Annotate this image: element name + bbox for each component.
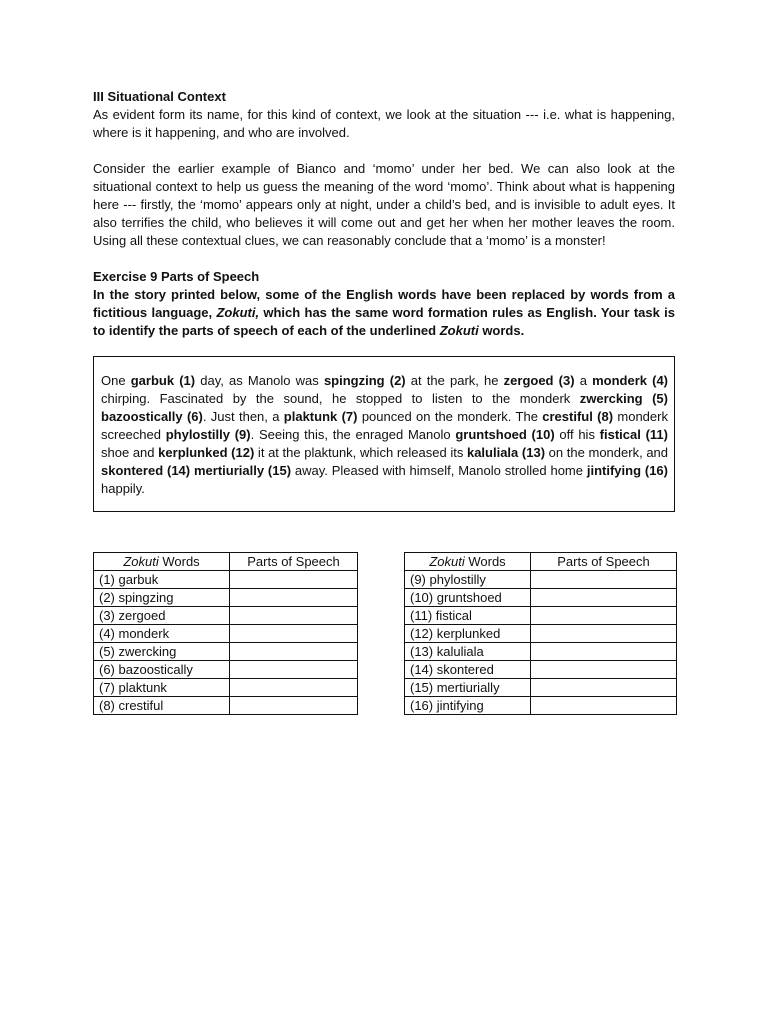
word-cell: (3) zergoed bbox=[94, 607, 230, 625]
answer-cell[interactable] bbox=[531, 571, 677, 589]
story-text: . Just then, a bbox=[202, 409, 284, 424]
table-row bbox=[405, 661, 677, 679]
story-text: on the monderk, and bbox=[545, 445, 669, 460]
word-cell: (1) garbuk bbox=[94, 571, 230, 589]
answer-cell[interactable] bbox=[531, 679, 677, 697]
table-row bbox=[405, 643, 677, 661]
zokuti-word: skontered (14) mertiurially (15) bbox=[101, 463, 292, 478]
section-heading: III Situational Context bbox=[93, 89, 226, 104]
answer-tables bbox=[93, 552, 677, 722]
table-row bbox=[405, 607, 677, 625]
table-row bbox=[94, 697, 358, 715]
instr-text: In the story printed below, some of the English words have been replaced by words from a fictitious language, bbox=[93, 287, 675, 320]
table-row bbox=[94, 661, 358, 679]
story-text: off his bbox=[554, 427, 600, 442]
instr-zokuti: Zokuti, bbox=[216, 305, 260, 320]
word-cell: (4) monderk bbox=[94, 625, 230, 643]
header-parts-of-speech: Parts of Speech bbox=[531, 553, 677, 571]
story-text: away. Pleased with himself, Manolo strolled home bbox=[291, 463, 587, 478]
section-paragraph-2: Consider the earlier example of Bianco and ‘momo’ under her bed. We can also look at the situational context to help us guess the meaning of the word ‘momo’. Think about what is happening here --- firstly, the ‘momo’ appears only at night, under a child’s bed, and is invisible to adult eyes. It also terrifies the child, who believes it will come out and get her when her mother leaves the room. Using all these contextual clues, we can reasonably conclude that a ‘momo’ is a monster! bbox=[93, 161, 675, 248]
table-row bbox=[94, 625, 358, 643]
zokuti-word: crestiful (8) bbox=[542, 409, 614, 424]
word-cell: (11) fistical bbox=[405, 607, 531, 625]
answer-cell[interactable] bbox=[230, 571, 358, 589]
story-text: chirping. Fascinated by the sound, he stopped to listen to the monderk bbox=[101, 391, 580, 406]
story-text: monderk screeched bbox=[101, 409, 668, 442]
word-cell: (5) zwercking bbox=[94, 643, 230, 661]
answer-cell[interactable] bbox=[230, 697, 358, 715]
word-cell: (2) spingzing bbox=[94, 589, 230, 607]
table-header-row bbox=[94, 553, 358, 571]
story-text: at the park, he bbox=[405, 373, 504, 388]
word-cell: (7) plaktunk bbox=[94, 679, 230, 697]
answer-cell[interactable] bbox=[531, 589, 677, 607]
answer-cell[interactable] bbox=[230, 625, 358, 643]
table-row bbox=[94, 589, 358, 607]
answer-cell[interactable] bbox=[230, 643, 358, 661]
story-text: . Seeing this, the enraged Manolo bbox=[250, 427, 456, 442]
spacer bbox=[93, 250, 675, 268]
section-paragraph-1: As evident form its name, for this kind of context, we look at the situation --- i.e. what is happening, where is it happening, and who are involved. bbox=[93, 107, 675, 140]
word-cell: (14) skontered bbox=[405, 661, 531, 679]
word-cell: (15) mertiurially bbox=[405, 679, 531, 697]
story-text: a bbox=[574, 373, 593, 388]
zokuti-word: kerplunked (12) bbox=[158, 445, 255, 460]
table-row bbox=[405, 697, 677, 715]
zokuti-word: gruntshoed (10) bbox=[455, 427, 555, 442]
header-zokuti-words bbox=[405, 553, 531, 571]
spacer bbox=[93, 142, 675, 160]
answer-table-left bbox=[93, 552, 358, 715]
zokuti-word: jintifying (16) bbox=[586, 463, 668, 478]
zokuti-word: monderk (4) bbox=[592, 373, 669, 388]
story-text: happily. bbox=[101, 481, 145, 496]
answer-table-right bbox=[404, 552, 677, 715]
word-cell: (10) gruntshoed bbox=[405, 589, 531, 607]
table-row bbox=[405, 571, 677, 589]
word-cell: (13) kaluliala bbox=[405, 643, 531, 661]
answer-cell[interactable] bbox=[230, 679, 358, 697]
answer-cell[interactable] bbox=[531, 607, 677, 625]
zokuti-word: kaluliala (13) bbox=[466, 445, 546, 460]
story-text: it at the plaktunk, which released its bbox=[254, 445, 467, 460]
exercise-heading: Exercise 9 Parts of Speech bbox=[93, 269, 260, 284]
story-box bbox=[93, 356, 675, 512]
header-words: Words bbox=[158, 554, 200, 569]
table-row bbox=[405, 679, 677, 697]
word-cell: (8) crestiful bbox=[94, 697, 230, 715]
exercise-instructions bbox=[93, 286, 675, 340]
instr-zokuti: Zokuti bbox=[439, 323, 479, 338]
zokuti-word: zwercking (5) bazoostically (6) bbox=[101, 391, 668, 424]
instr-text: which has the same word formation rules as English. Your task is to identify the parts of speech of each of the underlined bbox=[93, 305, 675, 338]
table-row bbox=[94, 679, 358, 697]
zokuti-word: plaktunk (7) bbox=[283, 409, 358, 424]
story-text: shoe and bbox=[101, 445, 159, 460]
answer-cell[interactable] bbox=[531, 625, 677, 643]
answer-cell[interactable] bbox=[230, 661, 358, 679]
header-parts-of-speech: Parts of Speech bbox=[230, 553, 358, 571]
header-italic: Zokuti bbox=[429, 554, 465, 569]
story-text: One bbox=[101, 373, 131, 388]
answer-cell[interactable] bbox=[230, 607, 358, 625]
zokuti-word: phylostilly (9) bbox=[165, 427, 251, 442]
answer-cell[interactable] bbox=[230, 589, 358, 607]
table-row bbox=[405, 589, 677, 607]
word-cell: (6) bazoostically bbox=[94, 661, 230, 679]
answer-cell[interactable] bbox=[531, 643, 677, 661]
table-row bbox=[94, 607, 358, 625]
answer-cell[interactable] bbox=[531, 661, 677, 679]
header-italic: Zokuti bbox=[123, 554, 159, 569]
header-zokuti-words bbox=[94, 553, 230, 571]
header-words: Words bbox=[464, 554, 506, 569]
word-cell: (9) phylostilly bbox=[405, 571, 531, 589]
story-text: day, as Manolo was bbox=[195, 373, 324, 388]
zokuti-word: fistical (11) bbox=[599, 427, 668, 442]
table-row bbox=[94, 571, 358, 589]
answer-cell[interactable] bbox=[531, 697, 677, 715]
table-header-row bbox=[405, 553, 677, 571]
story-text: pounced on the monderk. The bbox=[357, 409, 543, 424]
table-row bbox=[94, 643, 358, 661]
instr-text: words. bbox=[478, 323, 525, 338]
zokuti-word: garbuk (1) bbox=[130, 373, 196, 388]
word-cell: (16) jintifying bbox=[405, 697, 531, 715]
table-row bbox=[405, 625, 677, 643]
zokuti-word: spingzing (2) bbox=[323, 373, 406, 388]
word-cell: (12) kerplunked bbox=[405, 625, 531, 643]
document-page bbox=[93, 88, 675, 512]
zokuti-word: zergoed (3) bbox=[503, 373, 575, 388]
